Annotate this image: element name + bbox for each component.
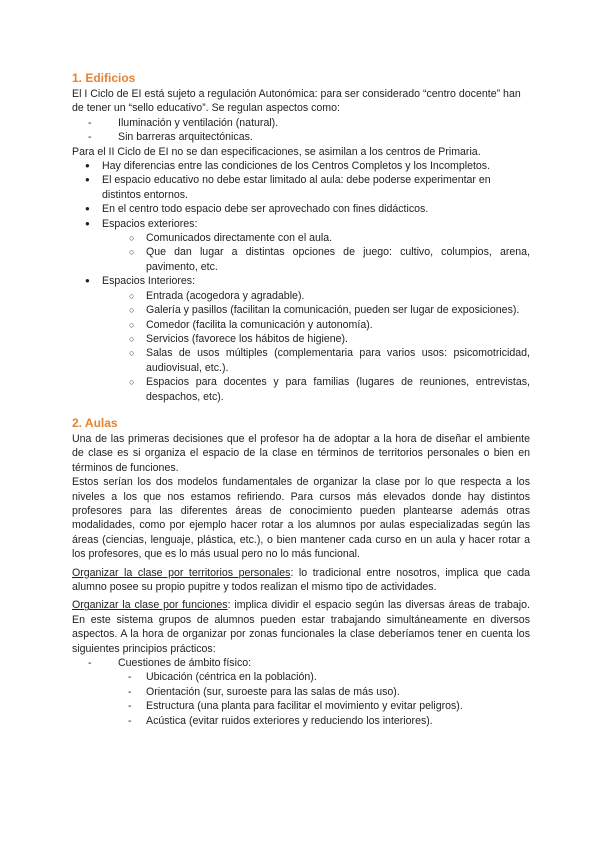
physical-aspects-list: [72, 670, 530, 728]
list-item: ○ Comunicados directamente con el aula.: [102, 231, 530, 245]
list-item: ○ Espacios para docentes y para familias (lugares de reuniones, entrevistas, despachos, etc).: [102, 375, 530, 404]
principles-list: [72, 656, 530, 670]
list-item: ● Hay diferencias entre las condiciones de los Centros Completos y los Incompletos.: [72, 159, 530, 173]
territorios-text: : lo tradicional entre nosotros, implica que cada alumno posee su propio pupitre y todos realizan el mismo tipo de actividades.: [72, 566, 530, 593]
exterior-spaces-list: [132, 231, 530, 274]
interior-spaces-list: [132, 289, 530, 404]
list-item: - Ubicación (céntrica en la población).: [72, 670, 530, 684]
list-item: - Sin barreras arquitectónicas.: [72, 130, 530, 144]
list-item-interiores: [72, 274, 530, 404]
list-item: ○ Servicios (favorece los hábitos de higiene).: [102, 332, 530, 346]
list-item: ○ Galería y pasillos (facilitan la comunicación, pueden ser lugar de exposiciones).: [102, 303, 530, 317]
territorios-paragraph: [72, 566, 530, 595]
aulas-paragraph-1: Una de las primeras decisiones que el profesor ha de adoptar a la hora de diseñar el ambiente de clase es si organiza el espacio de la clase en términos de territorios personales o bien en términos de funciones.: [72, 432, 530, 474]
list-item: - Acústica (evitar ruidos exteriores y reduciendo los interiores).: [72, 714, 530, 728]
list-item: - Iluminación y ventilación (natural).: [72, 116, 530, 130]
aulas-paragraph-2: Estos serían los dos modelos fundamentales de organizar la clase por lo que respecta a los niveles a los que nos estamos refiriendo. Para cursos más elevados donde hay distintos profesores para las diferentes áreas de conocimiento pueden plantearse además otras modalidades, como por ejemplo hacer rotar a los alumnos por aulas especializadas según las áreas (ciencias, lenguaje, plástica, etc.), o bien mantener cada curso en un aula y hacer rotar a los profesores, que es lo más usual pero no lo más funcional.: [72, 476, 530, 561]
section-heading-edificios: 1. Edificios: [72, 71, 136, 85]
list-item: ○ Que dan lugar a distintas opciones de juego: cultivo, columpios, arena, pavimento, etc.: [102, 245, 530, 274]
list-item-label: Espacios Interiores:: [102, 275, 196, 288]
list-item-fisico: [72, 656, 530, 670]
territorios-label: Organizar la clase por territorios personales: [72, 566, 291, 579]
funciones-text: : implica dividir el espacio según las diversas áreas de trabajo. En este sistema grupos de alumnos pueden estar trabajando simultáneamente en diversos aspectos. A la hora de organizar por zonas funcionales la clase deberíamos tener en cuenta los siguientes principios prácticos:: [72, 599, 530, 655]
list-item: - Orientación (sur, suroeste para las salas de más uso).: [72, 685, 530, 699]
section-heading-aulas: 2. Aulas: [72, 415, 118, 430]
intro-paragraph: El I Ciclo de EI está sujeto a regulación Autonómica: para ser considerado “centro docente” han de tener un “sello educativo”. Se regulan aspectos como:: [72, 88, 521, 115]
list-item: ○ Entrada (acogedora y agradable).: [102, 289, 530, 303]
funciones-label: Organizar la clase por funciones: [72, 599, 228, 612]
list-item: ○ Comedor (facilita la comunicación y autonomía).: [102, 318, 530, 332]
regulated-aspects-list: [72, 116, 530, 145]
list-item: - Estructura (una planta para facilitar el movimiento y evitar peligros).: [72, 699, 530, 713]
bullet-list: [72, 159, 530, 404]
list-item-exteriores: [72, 217, 530, 275]
list-item: ● En el centro todo espacio debe ser aprovechado con fines didácticos.: [72, 202, 530, 216]
list-item: ○ Salas de usos múltiples (complementaria para varios usos: psicomotricidad, audiovisual, etc.).: [102, 346, 530, 375]
funciones-paragraph: [72, 598, 530, 656]
second-cycle-paragraph: Para el II Ciclo de EI no se dan especificaciones, se asimilan a los centros de Primaria.: [72, 145, 481, 158]
list-item-label: Cuestiones de ámbito físico:: [118, 657, 252, 670]
list-item-label: Espacios exteriores:: [102, 217, 198, 230]
list-item: ● El espacio educativo no debe estar limitado al aula: debe poderse experimentar en distintos entornos.: [72, 173, 530, 202]
